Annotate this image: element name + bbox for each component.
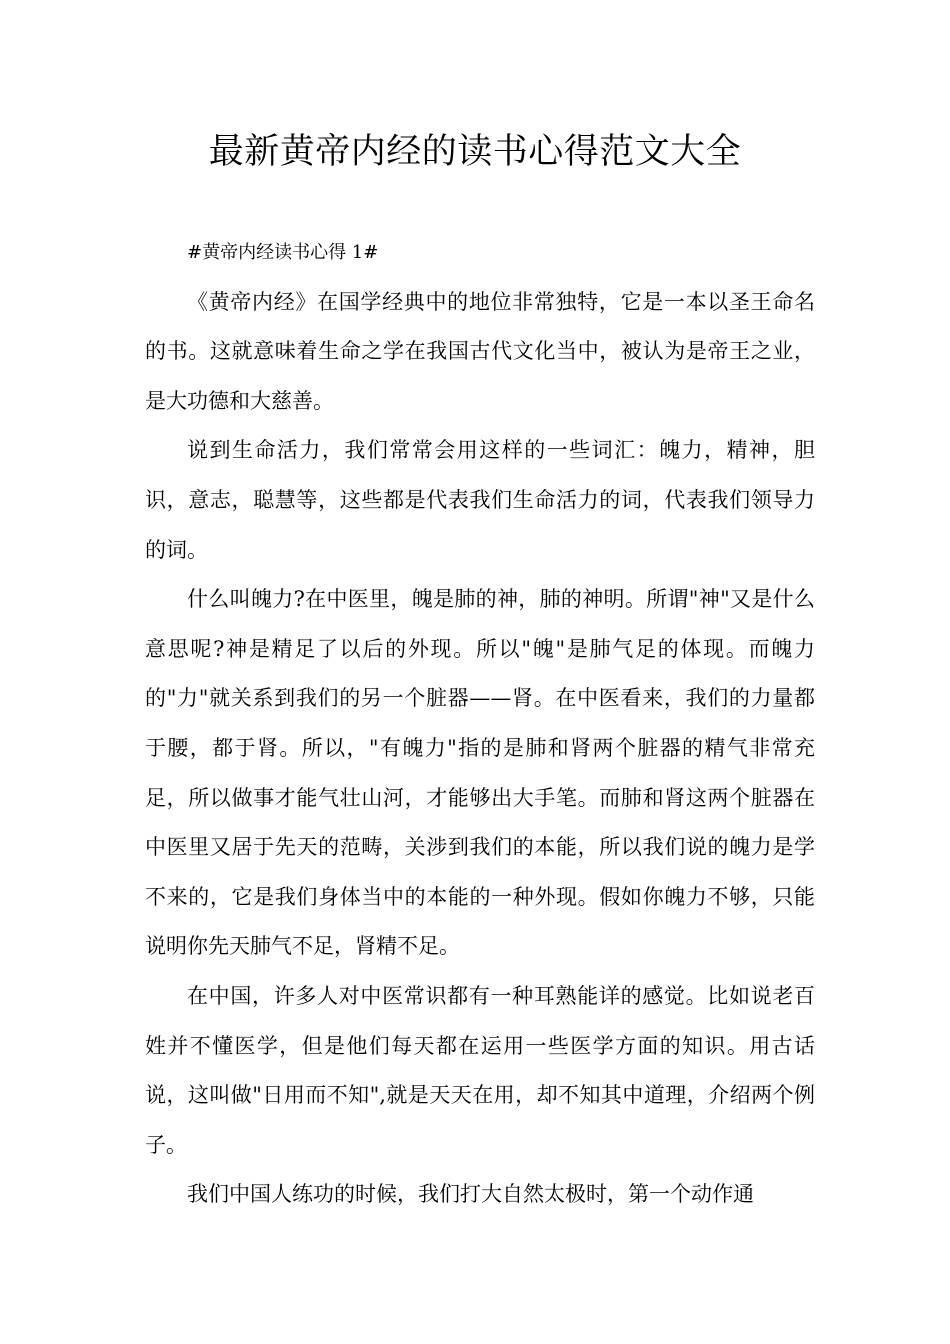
document-body xyxy=(145,228,815,1220)
document-title: 最新黄帝内经的读书心得范文大全 xyxy=(208,132,742,172)
section-heading: #黄帝内经读书心得 1# xyxy=(187,242,379,263)
paragraph-1: 《黄帝内经》在国学经典中的地位非常独特，它是一本以圣王命名的书。这就意味着生命之学在我国古代文化当中，被认为是帝王之业，是大功德和大慈善。 xyxy=(145,289,815,413)
paragraph-5: 我们中国人练功的时候，我们打大自然太极时，第一个动作通 xyxy=(187,1182,754,1207)
paragraph-2: 说到生命活力，我们常常会用这样的一些词汇：魄力，精神，胆识，意志，聪慧等，这些都是代表我们生命活力的词，代表我们领导力的词。 xyxy=(145,438,815,562)
paragraph-3: 什么叫魄力?在中医里，魄是肺的神，肺的神明。所谓"神"又是什么意思呢?神是精足了以后的外现。所以"魄"是肺气足的体现。而魄力的"力"就关系到我们的另一个脏器——肾。在中医看来，我们的力量都于腰，都于肾。所以，"有魄力"指的是肺和肾两个脏器的精气非常充足，所以做事才能气壮山河，才能够出大手笔。而肺和肾这两个脏器在中医里又居于先天的范畴，关涉到我们的本能，所以我们说的魄力是学不来的，它是我们身体当中的本能的一种外现。假如你魄力不够，只能说明你先天肺气不足，肾精不足。 xyxy=(145,587,815,959)
paragraph-4: 在中国，许多人对中医常识都有一种耳熟能详的感觉。比如说老百姓并不懂医学，但是他们每天都在运用一些医学方面的知识。用古话说，这叫做"日用而不知",就是天天在用，却不知其中道理，介绍两个例子。 xyxy=(145,983,815,1157)
